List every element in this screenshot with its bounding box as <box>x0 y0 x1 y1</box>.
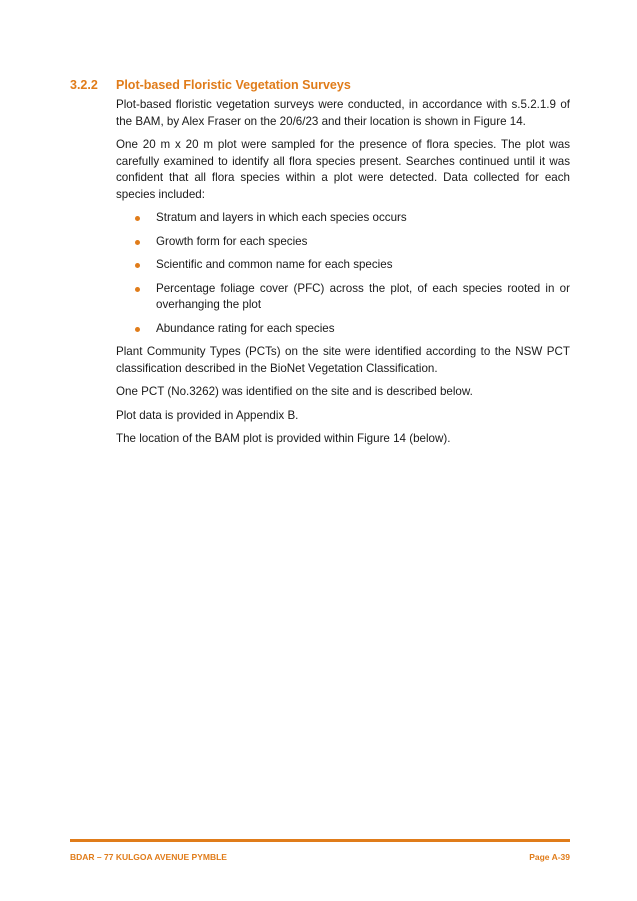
footer-document-title: BDAR – 77 KULGOA AVENUE PYMBLE <box>70 852 227 862</box>
list-item <box>116 210 570 227</box>
list-item-text: Percentage foliage cover (PFC) across the plot, of each species rooted in or overhanging the plot <box>156 281 570 311</box>
footer-divider <box>70 839 570 842</box>
plot-paragraph: One 20 m x 20 m plot were sampled for the presence of flora species. The plot was carefully examined to identify all flora species present. Searches continued until it was confident that all flora species within a plot were detected. Data collected for each species included: <box>116 138 570 201</box>
bullet-icon <box>135 287 140 292</box>
list-item-text: Stratum and layers in which each species occurs <box>156 211 407 224</box>
list-item <box>116 321 570 338</box>
location-paragraph: The location of the BAM plot is provided within Figure 14 (below). <box>116 432 451 445</box>
bullet-icon <box>135 240 140 245</box>
list-item-text: Abundance rating for each species <box>156 321 335 335</box>
list-item <box>116 281 570 314</box>
list-item-text: Growth form for each species <box>156 234 308 248</box>
bullet-icon <box>135 263 140 268</box>
one-pct-paragraph: One PCT (No.3262) was identified on the site and is described below. <box>116 385 473 398</box>
appendix-paragraph: Plot data is provided in Appendix B. <box>116 408 299 422</box>
list-item-text: Scientific and common name for each species <box>156 258 393 271</box>
pct-paragraph: Plant Community Types (PCTs) on the site were identified according to the NSW PCT classification described in the BioNet Vegetation Classification. <box>116 345 570 375</box>
section-number: 3.2.2 <box>70 78 98 92</box>
list-item <box>116 257 570 274</box>
data-collected-list <box>116 210 570 337</box>
list-item <box>116 234 570 251</box>
bullet-icon <box>135 216 140 221</box>
intro-paragraph: Plot-based floristic vegetation surveys were conducted, in accordance with s.5.2.1.9 of the BAM, by Alex Fraser on the 20/6/23 and their location is shown in Figure 14. <box>116 98 570 128</box>
bullet-icon <box>135 327 140 332</box>
footer-page-number: Page A-39 <box>529 852 570 862</box>
section-heading <box>70 78 570 92</box>
section-title: Plot-based Floristic Vegetation Surveys <box>116 78 351 92</box>
section-body <box>116 97 570 455</box>
